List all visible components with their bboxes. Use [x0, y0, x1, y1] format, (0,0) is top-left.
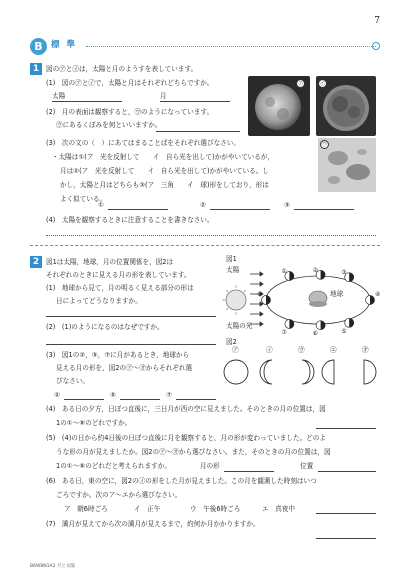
- q2-part7: (7) 満月が見えてから次の満月が見えるまで，約何か月かかりますか。: [46, 520, 260, 528]
- phase-b-crescent: [260, 360, 272, 384]
- q2-part4-line1: (4) ある日の夕方，日ぼつ直後に，三日月が西の空に見えました。そのときの月の位置は，図: [46, 405, 326, 413]
- q1-part3-line3: 月は②(ア 光を反射して イ 自ら光を出して)かがやいている。し: [60, 167, 269, 175]
- q2-part3-line3: びなさい。: [56, 377, 89, 385]
- phase-label: ㋑: [266, 346, 273, 354]
- q1-intro: 図の㋐と㋑は，太陽と月のようすを表しています。: [46, 65, 198, 73]
- q1-answer-2-label: ②: [200, 201, 206, 209]
- q1-part2-line2: ㋒にあるくぼみを何といいますか。: [56, 121, 162, 129]
- figure-1-label: 図1: [226, 255, 237, 263]
- orbit-moon-shadow: [266, 296, 271, 305]
- figure-2-moon-phases: [222, 355, 380, 389]
- q2-option-b: イ 正午: [134, 505, 161, 513]
- q2-part5-shape-answer[interactable]: [224, 471, 274, 472]
- section-divider-end: [372, 42, 380, 50]
- q1-part4-answer[interactable]: [46, 235, 376, 236]
- moon-photo: [316, 76, 376, 136]
- q2-part5-position-answer[interactable]: [318, 471, 376, 472]
- moon-surface-photo: [318, 138, 376, 192]
- q2-part2: (2) (1)のようになるのはなぜですか。: [46, 323, 164, 331]
- q1-part4: (4) 太陽を観察するときに注意することを書きなさい。: [46, 216, 214, 224]
- phase-e-half-moon: [364, 360, 376, 384]
- q2-intro-line2: それぞれのときに見える月の形を表しています。: [46, 271, 191, 279]
- orbit-moon-shadow: [349, 273, 354, 282]
- q1-part1: (1) 図の㋐と㋑で，太陽と月はそれぞれどちらですか。: [46, 79, 214, 87]
- image-a-marker: ㋐: [297, 81, 304, 87]
- figure-2-label: 図2: [226, 338, 237, 346]
- q2-option-d: エ 真夜中: [262, 505, 295, 513]
- q2-part3-line1: (3) 図1の②，⑤，⑦に月があるとき，地球から: [46, 351, 190, 359]
- q2-part5-line1: (5) (4)の日から約4日後の日ぼつ直後に月を観察すると，月の形が変わっていました。どのよ: [46, 434, 326, 442]
- phase-c-crescent: [302, 360, 314, 384]
- q2-part5-line2: うな形の月が見えましたか。図2の㋐〜㋔から選びなさい。また，そのときの月の位置は，図: [56, 448, 331, 456]
- q1-answer-3-label: ③: [284, 201, 290, 209]
- q2-answer-2-label: ②: [54, 391, 60, 399]
- q2-part4-line2: 1の①〜⑧のどれですか。: [56, 419, 132, 427]
- image-c-marker: ㋒: [321, 142, 328, 148]
- orbit-position-label: ⑤: [341, 327, 347, 335]
- section-title: 標 準: [51, 40, 77, 50]
- orbit-moon-shadow: [349, 318, 354, 327]
- phase-label: ㋐: [232, 346, 239, 354]
- q2-answer-2[interactable]: [64, 399, 104, 400]
- q2-part5-line3: 1の①〜⑧のどれだと考えられますか。: [56, 462, 171, 470]
- q2-part1-line2: 日によってどうなりますか。: [56, 297, 142, 305]
- orbit-moon-shadow: [370, 296, 375, 305]
- q2-part7-answer[interactable]: [316, 538, 376, 539]
- image-b-marker: ㋑: [319, 81, 326, 87]
- figure-1-sunlight-label: 太陽の光: [226, 322, 253, 330]
- orbit-position-label: ①: [281, 268, 287, 275]
- orbit-moon-shadow: [321, 321, 326, 330]
- sunlight-arrows: [250, 272, 263, 326]
- q1-answer-3[interactable]: [294, 209, 354, 210]
- phase-label: ㋒: [298, 346, 305, 354]
- q1-part3-line1: (3) 次の文の（ ）にあてはまることばをそれぞれ選びなさい。: [46, 139, 240, 147]
- orbit-position-label: ②: [312, 266, 318, 274]
- sun-photo: [248, 76, 310, 136]
- question-1-number: 1: [30, 63, 42, 75]
- orbit-position-label: ⑥: [312, 330, 318, 338]
- q2-answer-5-label: ⑤: [110, 391, 116, 399]
- q1-part2-line1: (2) 月の表面は観察すると，㋒のようになっています。: [46, 108, 214, 116]
- q2-answer-7-label: ⑦: [166, 391, 172, 399]
- figure-1-earth-label: 地球: [330, 290, 344, 298]
- q2-answer-7[interactable]: [176, 399, 216, 400]
- q2-part5-position-label: 位置: [300, 462, 314, 470]
- q1-part1-sun-label: 太陽: [52, 92, 66, 100]
- q2-part1-line1: (1) 地球から見て，月の明るく見える部分の形は: [46, 284, 194, 292]
- q2-part1-answer[interactable]: [46, 316, 216, 317]
- q2-part5-shape-label: 月の形: [200, 462, 220, 470]
- q2-part6-line2: ごろですか。次のア〜エから選びなさい。: [56, 491, 182, 499]
- q2-answer-5[interactable]: [120, 399, 160, 400]
- orbit-moon-shadow: [321, 270, 326, 279]
- q1-part2-answer[interactable]: [156, 131, 240, 132]
- q2-part6-line1: (6) ある日，東の空に，図2の㋑の形をした月が見えました。この月を観測した時刻はいつ: [46, 477, 317, 485]
- orbit-position-label: ⑦: [281, 329, 287, 336]
- question-separator: [30, 245, 380, 246]
- q1-part3-line5: よく似ている。: [60, 195, 107, 203]
- sun-shape: [226, 290, 246, 310]
- q2-part2-answer[interactable]: [46, 344, 216, 345]
- q1-part3-line4: かし，太陽と月はどちらも③(ア 三角 イ 球)形をしており，形は: [60, 181, 269, 189]
- q2-option-c: ウ 午後6時ごろ: [190, 505, 241, 513]
- q1-part1-moon-answer[interactable]: [160, 101, 230, 102]
- section-badge: B: [30, 38, 47, 55]
- phase-d-half-moon: [322, 360, 334, 384]
- q1-part3-line2: ・太陽は①(ア 光を反射して イ 自ら光を出して)かがやいているが，: [52, 153, 275, 161]
- q2-part3-line2: 見える月の形を，図2の㋐〜㋔からそれぞれ選: [56, 364, 193, 372]
- phase-label: ㋔: [362, 346, 369, 354]
- earth-shadow: [309, 301, 327, 307]
- q1-answer-1[interactable]: [108, 209, 168, 210]
- orbit-position-label: ④: [375, 291, 381, 298]
- q1-answer-1-label: ①: [98, 201, 104, 209]
- page-number: 7: [374, 16, 380, 26]
- q2-intro-line1: 図1は太陽，地球，月の位置関係を，図2は: [46, 258, 174, 266]
- orbit-position-label: ⑧: [257, 291, 263, 298]
- section-divider: [86, 46, 376, 47]
- page-footer: B6W8N1A2 月と太陽: [30, 564, 75, 570]
- orbit-position-label: ③: [341, 269, 347, 277]
- q2-part4-answer[interactable]: [316, 428, 376, 429]
- q2-option-a: ア 朝6時ごろ: [64, 505, 108, 513]
- phase-a-full-moon: [224, 360, 248, 384]
- q1-answer-2[interactable]: [210, 209, 270, 210]
- q1-part1-sun-answer[interactable]: [52, 101, 122, 102]
- q1-part1-moon-label: 月: [160, 92, 167, 100]
- figure-1-sun-label: 太陽: [226, 266, 240, 274]
- phase-label: ㋓: [330, 346, 337, 354]
- q2-part6-answer[interactable]: [316, 513, 376, 514]
- question-2-number: 2: [30, 256, 42, 268]
